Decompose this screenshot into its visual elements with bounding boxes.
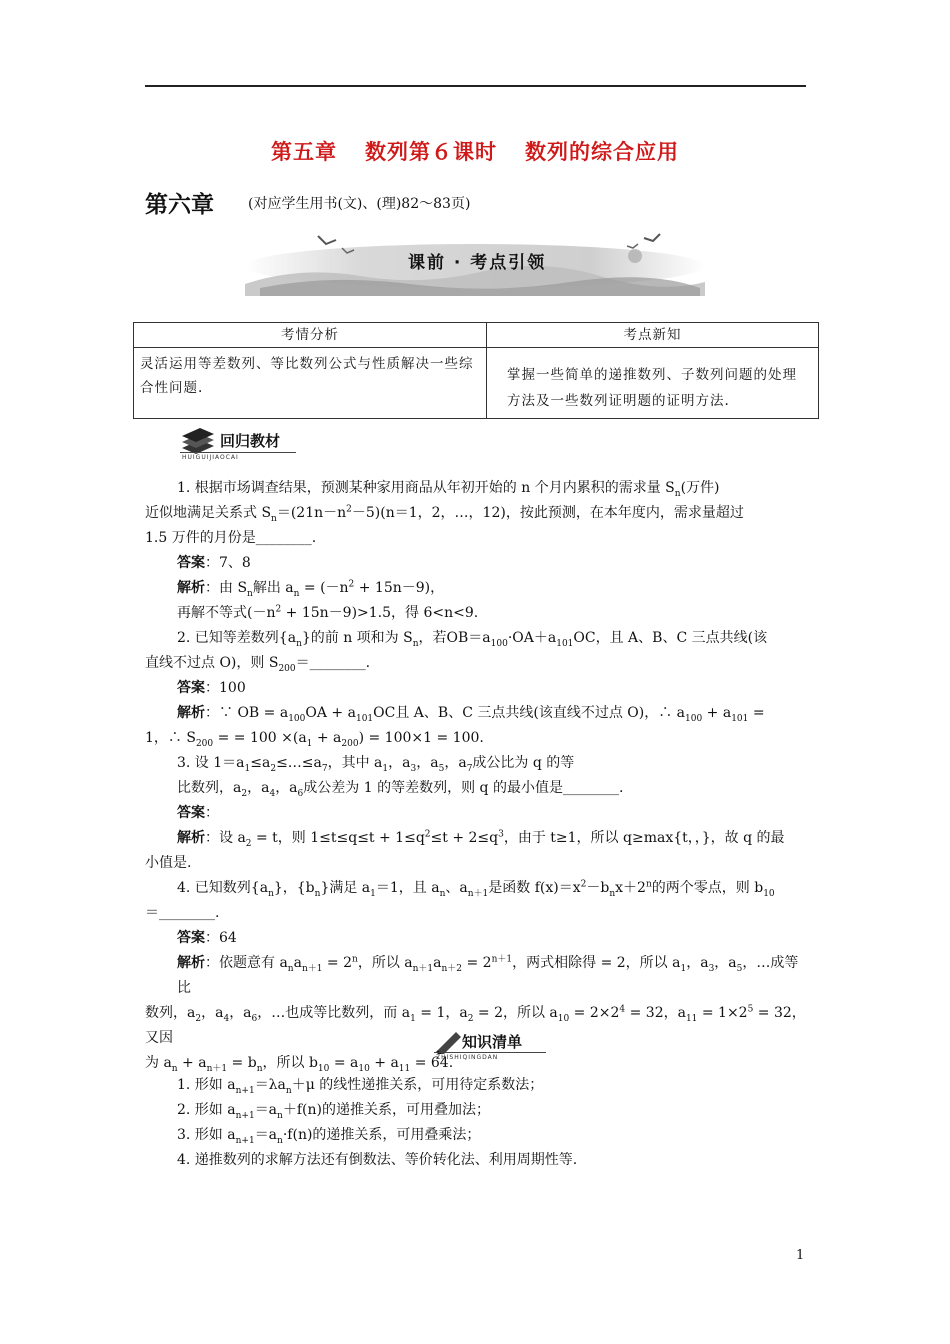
analysis-cell: 灵活运用等差数列、等比数列公式与性质解决一些综合性问题. bbox=[134, 348, 487, 419]
chapter-heading: 第六章 bbox=[145, 192, 214, 218]
pen-icon bbox=[434, 1028, 464, 1054]
title-part: 数列第６课时 bbox=[365, 140, 497, 164]
table-header: 考点新知 bbox=[487, 323, 819, 348]
problem-content: 1. 根据市场调查结果，预测某种家用商品从年初开始的 n 个月内累积的需求量 $S_n$(万件) 近似地满足关系式 $S_n=(21n-n^2-5)(n=1$，2，…，12)，按此预测，在本年度内，需求量超过 1.5 万件的月份是________. 答案：7、8 解析：由 $S_n$解出 $a_n = (-n^2 + 15n-9)$， 再解不等式$(-n^2 + 15n-9)>1.5$，得 6<n<9. 2. 已知等差数列$\{a_n\}$的前 n 项和为 $S_n$，若$OB=a_{100}\cdot OA+a_{101}OC$，且 A、B、C 三点共线(该 直线不过点 O)，则 $S_{200}=\_\_\_\_\_\_\_\_$. 答案：100 解析：∵ OB = $a_{100}OA + a_{101}OC$且 A、B、C 三点共线(该直线不过点 O)，∴ $a_{100} + a_{101}$ = 1，∴ $S_{200}$ = = $100 \times(a_1 + a_{200}) = 100\times 1 = 100$. 3. 设 $1=a_1\le a_2\le\dots\le a_7$，其中 $a_1$，$a_3$，$a_5$，$a_7$成公比为 q 的等 比数列，$a_2$，$a_4$，$a_6$成公差为 1 的等差数列，则 q 的最小值是________. 答案： 解析：设 $a_2 = t$，则 $1\le t\le q\le t + 1\le q^2\le t + 2\le q^3$，由于 t≥1，所以 q≥max{t，，}，故 q 的最 小值是. 4. 已知数列$\{a_n\}$，$\{b_n\}$满足 $a_1=1$，且 $a_n$、$a_{n+1}$是函数 $f(x)=x^2-b_nx+2^n$的两个零点，则 $b_{10}$ ＝________. 答案：64 解析：依题意有 $a_na_{n+1} = 2^n$，所以 $a_{n+1}a_{n+2} = 2^{n+1}$，两式相除得 = 2，所以 $a_1$，$a_3$，$a_5$，…成等比 数列，$a_2$，$a_4$，$a_6$，…也成等比数列，而 $a_1 = 1$，$a_2 = 2$，所以 $a_{10} = 2\times 2^4 = 32$，$a_{11} = 1\times 2^5 = 32$，又因 为 $a_n + a_{n+1} = b_n$，所以 $b_{10} = a_{10} + a_{11} = 64$. bbox=[145, 480, 806, 1074]
title-part: 第五章 bbox=[271, 140, 337, 164]
page-number: 1 bbox=[796, 1248, 805, 1263]
knowledge-list: 1. 形如 $a_{n+1}=\lambda a_n+\mu$ 的线性递推关系，可用待定系数法； 2. 形如 $a_{n+1}=a_n+f(n)$的递推关系，可用叠加法； 3. 形如 $a_{n+1}=a_n\cdot f(n)$的递推关系，可用叠乘法； 4. 递推数列的求解方法还有倒数法、等价转化法、利用周期性等. bbox=[177, 1077, 578, 1168]
section-banner bbox=[240, 226, 710, 296]
section-label-text: 知识清单 bbox=[462, 1033, 523, 1051]
book-reference: (对应学生用书(文)、(理)82～83页) bbox=[248, 196, 471, 212]
section-label-checklist bbox=[434, 1028, 564, 1062]
section-sublabel: ZHISHIQINGDAN bbox=[436, 1054, 499, 1061]
section-label-textbook bbox=[180, 426, 320, 460]
section-sublabel: HUIGUIJIAOCAI bbox=[182, 454, 239, 461]
banner-text: 课前 · 考点引领 bbox=[408, 253, 547, 273]
section-label-text: 回归教材 bbox=[220, 432, 281, 450]
knowledge-cell: 掌握一些简单的递推数列、子数列问题的处理方法及一些数列证明题的证明方法. bbox=[487, 348, 819, 419]
title-part: 数列的综合应用 bbox=[525, 140, 679, 164]
page-title bbox=[0, 136, 950, 166]
top-rule bbox=[145, 85, 806, 87]
table-header: 考情分析 bbox=[134, 323, 487, 348]
exam-analysis-table bbox=[133, 322, 819, 419]
